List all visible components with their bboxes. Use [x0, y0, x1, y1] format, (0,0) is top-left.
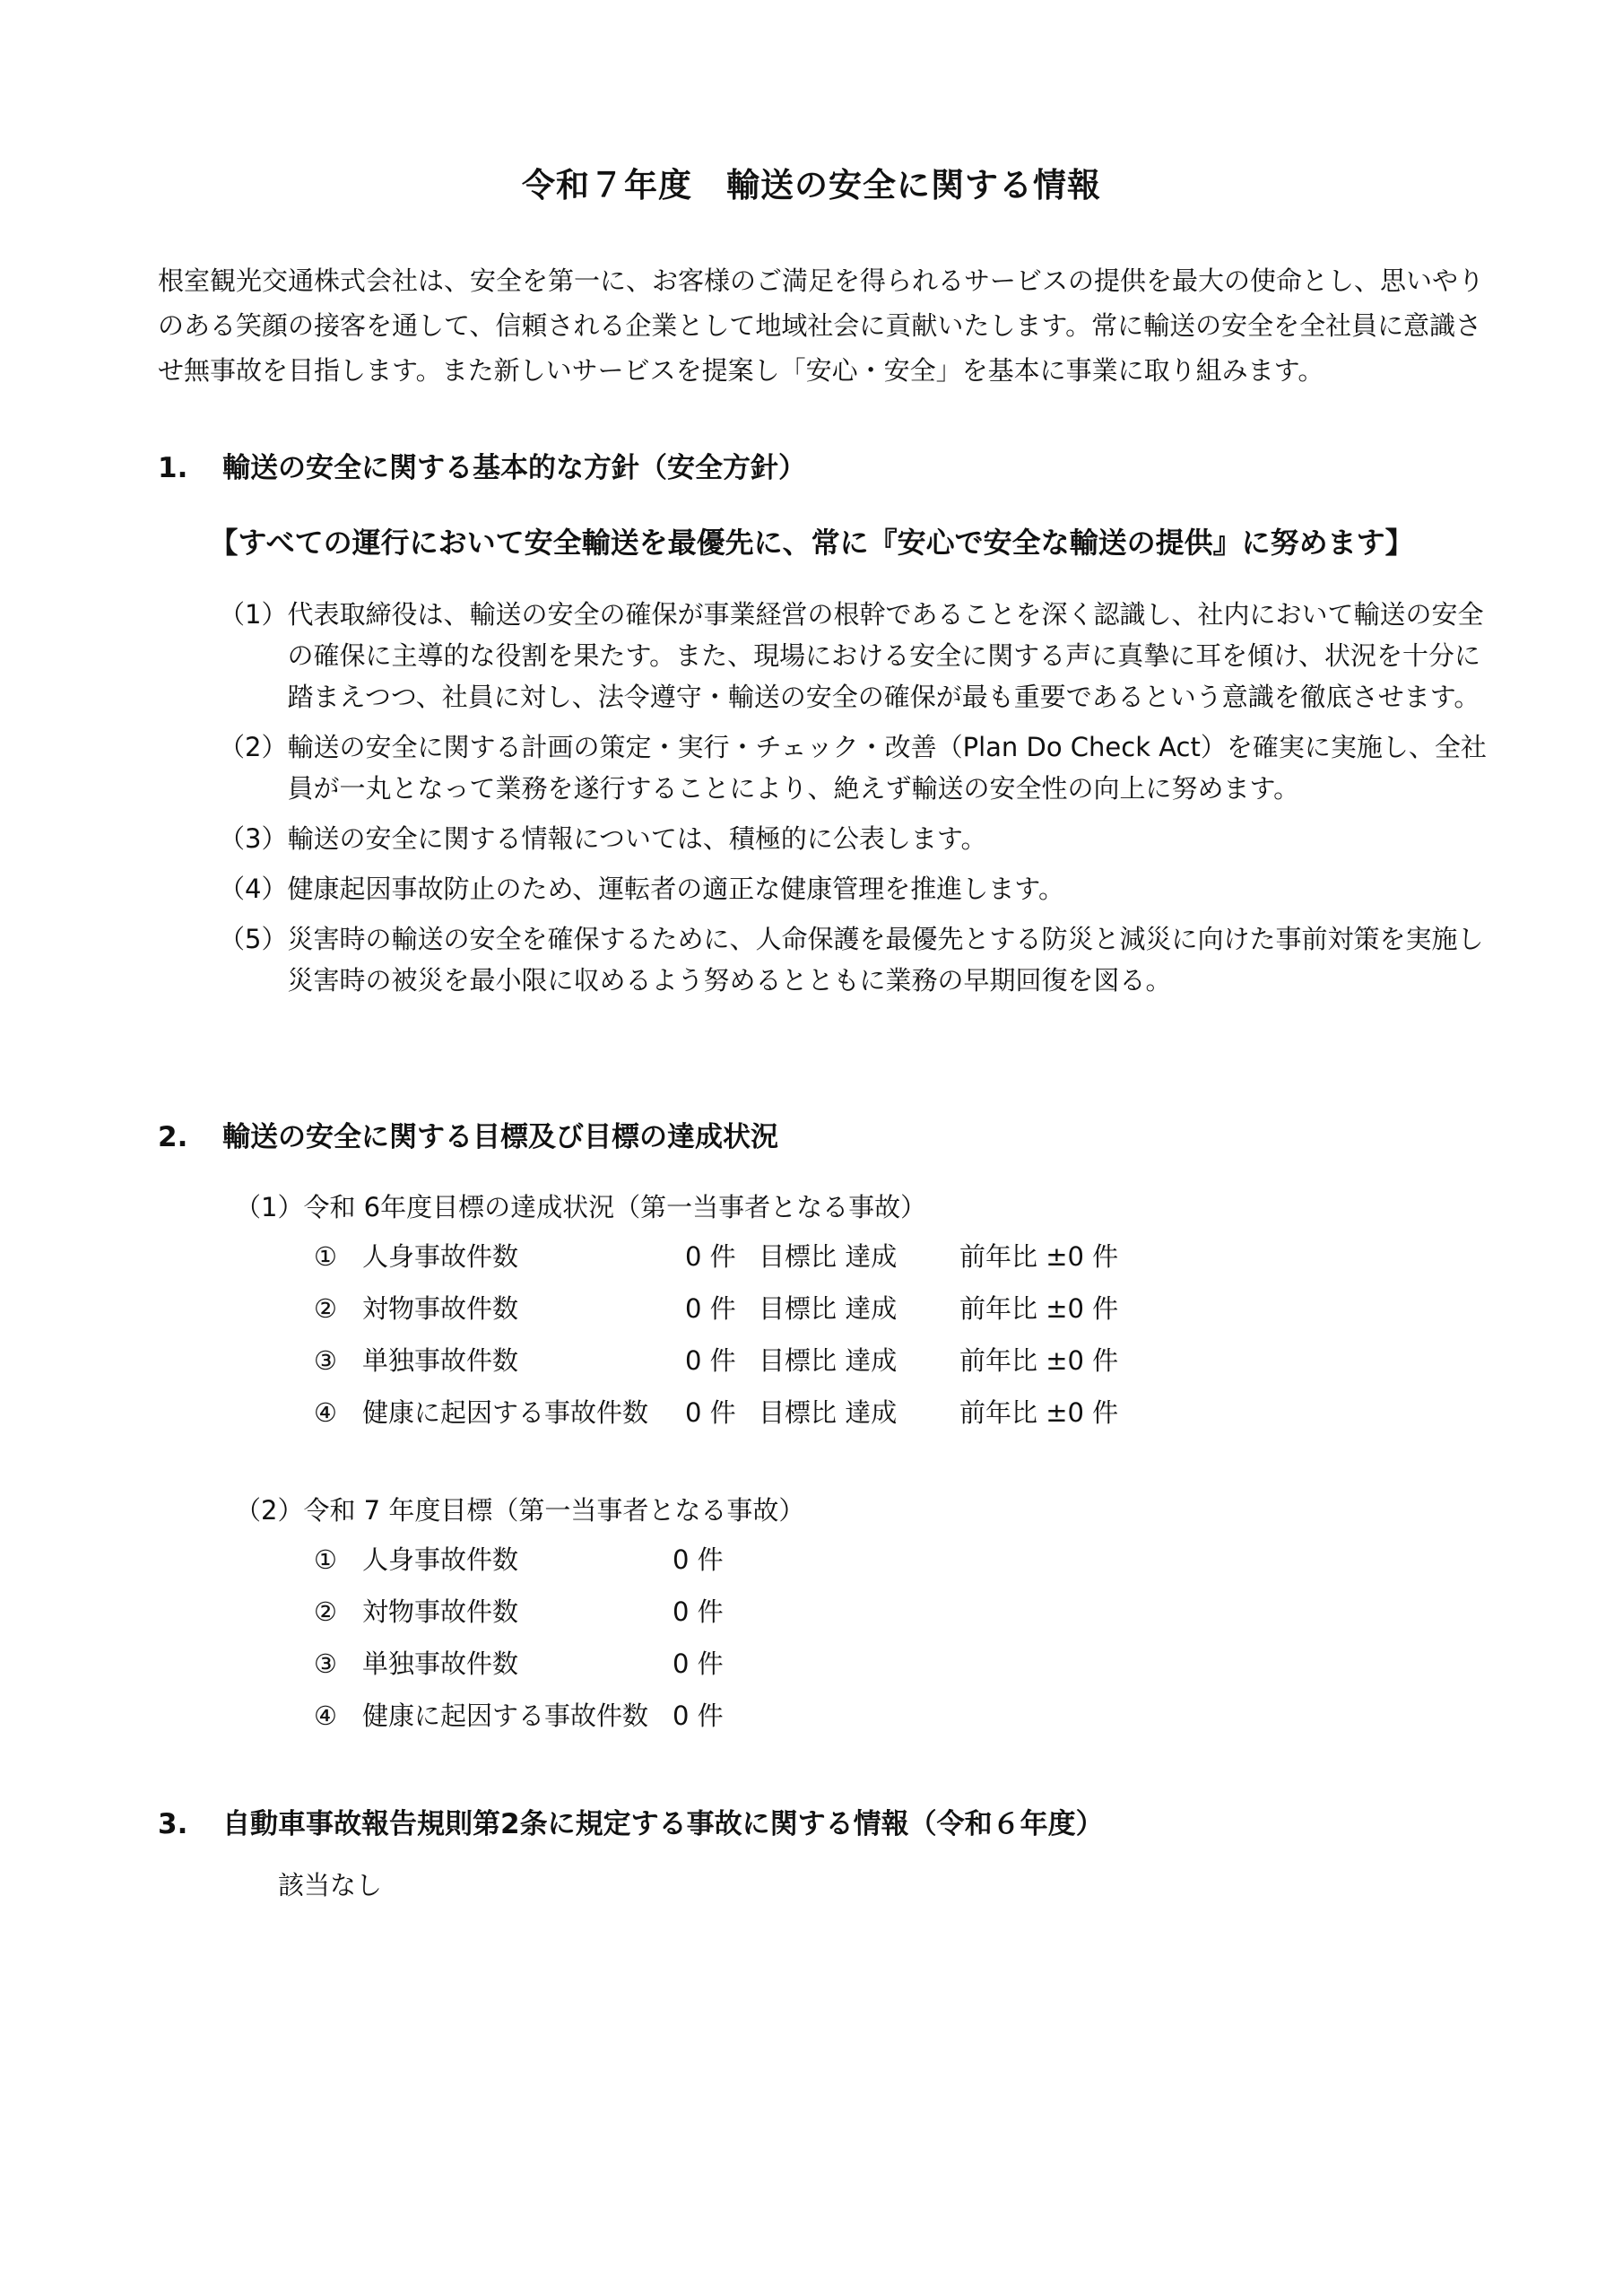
- targets-list: [314, 1534, 852, 1742]
- targets-subheading: （2）令和 7 年度目標（第一当事者となる事故）: [235, 1495, 805, 1526]
- policy-item-text: 代表取締役は、輸送の安全の確保が事業経営の根幹であることを深く認識し、社内において輸送の安全の確保に主導的な役割を果たす。また、現場における安全に関する声に真摯に耳を傾け、状況を十分に踏まえつつ、社員に対し、法令遵守・輸送の安全の確保が最も重要であるという意識を徹底させます。: [287, 599, 1484, 712]
- results-row: [314, 1387, 1211, 1439]
- section-1-heading: [158, 445, 806, 485]
- targets-row-label: 健康に起因する事故件数: [362, 1700, 649, 1731]
- section-3-number: 3.: [158, 1808, 188, 1840]
- section-1-title: 輸送の安全に関する基本的な方針（安全方針）: [222, 452, 806, 484]
- section-1-number: 1.: [158, 452, 188, 484]
- policy-item-text: 災害時の輸送の安全を確保するために、人命保護を最優先とする防災と減災に向けた事前対策を実施し災害時の被災を最小限に収めるよう努めるとともに業務の早期回復を図る。: [287, 924, 1484, 996]
- results-row-count: 0 件: [685, 1293, 736, 1324]
- targets-row: [314, 1586, 852, 1638]
- results-row-target: 目標比 達成: [759, 1397, 898, 1428]
- results-row-prev-year: 前年比 ±0 件: [959, 1293, 1119, 1324]
- results-row-label: 健康に起因する事故件数: [362, 1397, 649, 1428]
- targets-row-label: 単独事故件数: [362, 1648, 519, 1679]
- results-row-label: 人身事故件数: [362, 1241, 519, 1272]
- policy-item-marker: （1）: [219, 599, 288, 630]
- section-2-title: 輸送の安全に関する目標及び目標の達成状況: [222, 1121, 778, 1153]
- results-row-marker: ②: [314, 1293, 337, 1324]
- targets-row-count: 0 件: [673, 1596, 724, 1627]
- policy-item: [219, 726, 1488, 809]
- targets-row-count: 0 件: [673, 1648, 724, 1679]
- section-3-title: 自動車事故報告規則第2条に規定する事故に関する情報（令和６年度）: [222, 1808, 1104, 1840]
- results-row-count: 0 件: [685, 1241, 736, 1272]
- targets-row-marker: ①: [314, 1544, 337, 1575]
- results-row: [314, 1283, 1211, 1335]
- section-2-heading: [158, 1114, 778, 1154]
- results-row-target: 目標比 達成: [759, 1241, 898, 1272]
- targets-row-marker: ④: [314, 1700, 337, 1731]
- targets-row-count: 0 件: [673, 1544, 724, 1575]
- targets-row-count: 0 件: [673, 1700, 724, 1731]
- results-row-count: 0 件: [685, 1345, 736, 1376]
- policy-item-text: 健康起因事故防止のため、運転者の適正な健康管理を推進します。: [287, 874, 1064, 904]
- targets-row: [314, 1690, 852, 1742]
- results-row: [314, 1335, 1211, 1387]
- section-2-number: 2.: [158, 1121, 188, 1153]
- targets-row-label: 人身事故件数: [362, 1544, 519, 1575]
- section-3-heading: [158, 1801, 1104, 1841]
- policy-item-marker: （4）: [219, 874, 288, 904]
- policy-item: [219, 918, 1488, 1001]
- targets-row-marker: ②: [314, 1596, 337, 1627]
- results-row: [314, 1231, 1211, 1283]
- results-row-prev-year: 前年比 ±0 件: [959, 1345, 1119, 1376]
- results-row-marker: ③: [314, 1345, 337, 1376]
- results-row-target: 目標比 達成: [759, 1345, 898, 1376]
- policy-item-marker: （3）: [219, 823, 288, 854]
- policy-item-marker: （5）: [219, 924, 288, 954]
- targets-row: [314, 1638, 852, 1690]
- policy-item: [219, 868, 1488, 909]
- targets-row: [314, 1534, 852, 1586]
- results-row-prev-year: 前年比 ±0 件: [959, 1241, 1119, 1272]
- results-row-label: 対物事故件数: [362, 1293, 519, 1324]
- policy-item: [219, 594, 1488, 718]
- policy-item-text: 輸送の安全に関する情報については、積極的に公表します。: [287, 823, 987, 854]
- policy-item-text: 輸送の安全に関する計画の策定・実行・チェック・改善（Plan Do Check Act）を確実に実施し、全社員が一丸となって業務を遂行することにより、絶えず輸送の安全性の向上に努めます。: [287, 732, 1487, 804]
- results-row-marker: ①: [314, 1241, 337, 1272]
- intro-paragraph: 根室観光交通株式会社は、安全を第一に、お客様のご満足を得られるサービスの提供を最大の使命とし、思いやりのある笑顔の接客を通して、信頼される企業として地域社会に貢献いたします。常に輸送の安全を全社員に意識させ無事故を目指します。また新しいサービスを提案し「安心・安全」を基本に事業に取り組みます。: [158, 265, 1485, 386]
- results-list: [314, 1231, 1211, 1439]
- targets-row-label: 対物事故件数: [362, 1596, 519, 1627]
- policy-list: [219, 594, 1488, 1010]
- results-row-target: 目標比 達成: [759, 1293, 898, 1324]
- results-row-count: 0 件: [685, 1397, 736, 1428]
- section-3-body: 該当なし: [278, 1870, 383, 1900]
- results-row-marker: ④: [314, 1397, 337, 1428]
- targets-row-marker: ③: [314, 1648, 337, 1679]
- policy-item-marker: （2）: [219, 732, 288, 762]
- policy-item: [219, 818, 1488, 859]
- results-row-prev-year: 前年比 ±0 件: [959, 1397, 1119, 1428]
- page-title: 令和７年度 輸送の安全に関する情報: [522, 166, 1101, 204]
- results-row-label: 単独事故件数: [362, 1345, 519, 1376]
- safety-slogan: 【すべての運行において安全輸送を最優先に、常に『安心で安全な輸送の提供』に努めます】: [209, 526, 1414, 560]
- results-subheading: （1）令和 6年度目標の達成状況（第一当事者となる事故）: [235, 1192, 927, 1222]
